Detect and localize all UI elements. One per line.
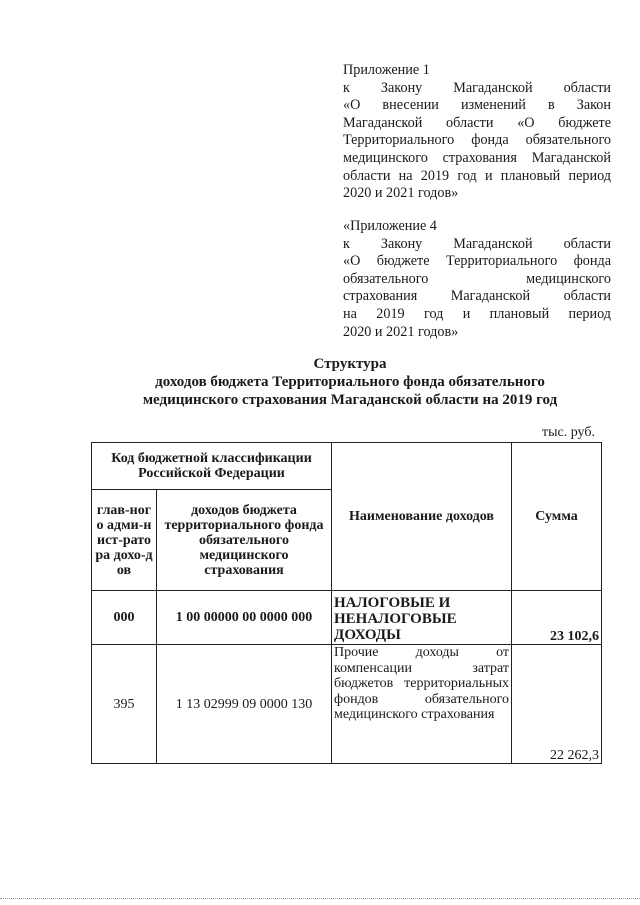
annex-line: Магаданской области «О бюджете <box>343 114 611 131</box>
annex-line: «О внесении изменений в Закон <box>343 97 611 114</box>
row-income-name: Прочие доходы от компенсации затрат бюджетов территориальных фондов обязательного медицинского страхования <box>332 645 512 764</box>
annex-line: к Закону Магаданской области <box>343 79 611 96</box>
annex-line: обязательного медицинского <box>343 270 611 287</box>
annex-line: страхования Магаданской области <box>343 288 611 305</box>
annex-4-block <box>343 218 611 341</box>
annex-line: медицинского страхования Магаданской <box>343 149 611 166</box>
annex-line: Территориального фонда обязательного <box>343 132 611 149</box>
row-classification-code: 1 00 00000 00 0000 000 <box>157 591 332 645</box>
annex-line: «О бюджете Территориального фонда <box>343 253 611 270</box>
header-income-code: доходов бюджета территориального фонда обязательного медицинского страхования <box>157 490 332 591</box>
header-sum: Сумма <box>512 443 602 591</box>
annex-line: к Закону Магаданской области <box>343 235 611 252</box>
document-subtitle-line2: медицинского страхования Магаданской области на 2019 год <box>142 392 558 408</box>
unit-label: тыс. руб. <box>542 425 595 440</box>
document-title: Структура <box>313 356 387 372</box>
annex-line: «Приложение 4 <box>343 218 437 234</box>
row-income-name: НАЛОГОВЫЕ И НЕНАЛОГОВЫЕ ДОХОДЫ <box>332 591 512 645</box>
row-admin-code: 395 <box>92 645 157 764</box>
table-header-row <box>92 443 602 490</box>
row-sum: 23 102,6 <box>512 591 602 645</box>
table-row <box>92 645 602 764</box>
row-sum: 22 262,3 <box>512 645 602 764</box>
table-row <box>92 591 602 645</box>
annex-line: области на 2019 год и плановый период <box>343 167 611 184</box>
annex-line: Приложение 1 <box>343 62 430 78</box>
header-income-name: Наименование доходов <box>332 443 512 591</box>
bottom-dotted-line <box>0 898 640 899</box>
annex-line: 2020 и 2021 годов» <box>343 185 459 202</box>
annex-1-block <box>343 62 611 203</box>
document-subtitle-line1: доходов бюджета Территориального фонда обязательного <box>155 374 545 390</box>
annex-line: на 2019 год и плановый период <box>343 305 611 322</box>
annex-line: 2020 и 2021 годов» <box>343 323 459 340</box>
header-budget-code: Код бюджетной классификации Российской Федерации <box>92 443 332 490</box>
header-admin: глав-ного адми-нист-ратора дохо-дов <box>92 490 157 591</box>
row-classification-code: 1 13 02999 09 0000 130 <box>157 645 332 764</box>
row-admin-code: 000 <box>92 591 157 645</box>
income-structure-table <box>91 442 602 764</box>
